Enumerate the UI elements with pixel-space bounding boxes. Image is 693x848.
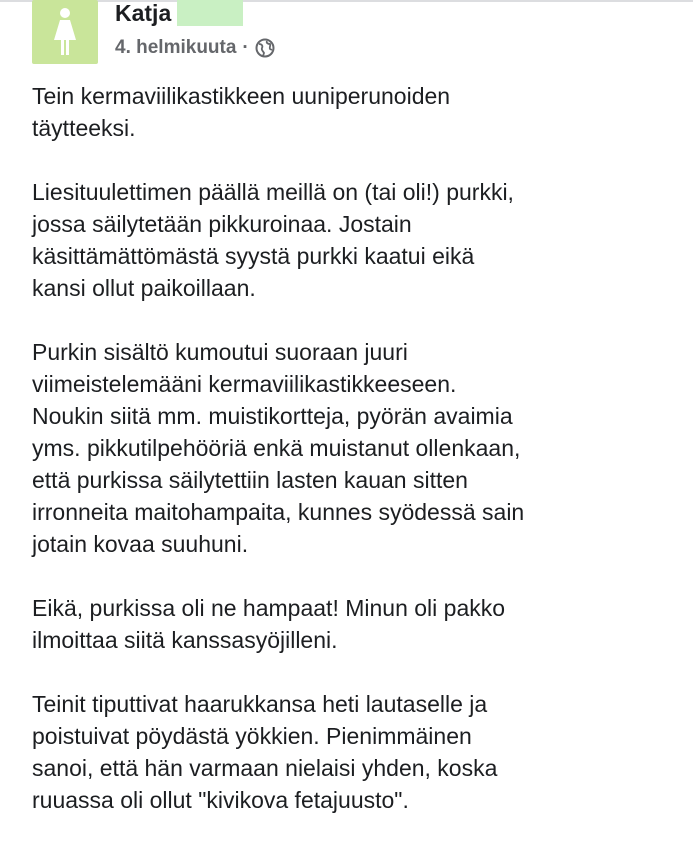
female-silhouette-icon: [51, 7, 79, 57]
post-paragraph-5: Teinit tiputtivat haarukkansa heti lautaselle ja poistuivat pöydästä yökkien. Pienimmäinen sanoi, että hän varmaan nielaisi yhden, koska ruuassa oli ollut "kivikova fetajuusto".: [32, 691, 498, 813]
post-meta: [115, 36, 275, 60]
avatar[interactable]: [32, 0, 98, 64]
post-paragraph-3: Purkin sisältö kumoutui suoraan juuri viimeistelemääni kermaviilikastikkeeseen. Noukin siitä mm. muistikortteja, pyörän avaimia yms. pikkutilpehööriä enkä muistanut ollenkaan, että purkissa säilytettiin lasten kauan sitten irronneita maitohampaita, kunnes syödessä sain jotain kovaa suuhuni.: [32, 339, 525, 557]
post-header: [32, 0, 275, 70]
meta-separator: ·: [242, 37, 249, 58]
post-paragraph-1: Tein kermaviilikastikkeen uuniperunoiden täytteeksi.: [32, 83, 451, 141]
post-paragraph-4: Eikä, purkissa oli ne hampaat! Minun oli pakko ilmoittaa siitä kanssasyöjilleni.: [32, 595, 506, 653]
author-block: [115, 0, 275, 60]
author-name[interactable]: Katja: [115, 0, 172, 26]
redacted-surname: [177, 0, 243, 26]
globe-icon[interactable]: [255, 38, 275, 58]
author-row: [115, 0, 275, 26]
post-paragraph-2: Liesituulettimen päällä meillä on (tai oli!) purkki, jossa säilytetään pikkuroinaa. Jostain käsittämättömästä syystä purkki kaatui eikä kansi ollut paikoillaan.: [32, 179, 514, 301]
post-body: [32, 80, 672, 848]
post-date[interactable]: 4. helmikuuta: [115, 37, 237, 58]
